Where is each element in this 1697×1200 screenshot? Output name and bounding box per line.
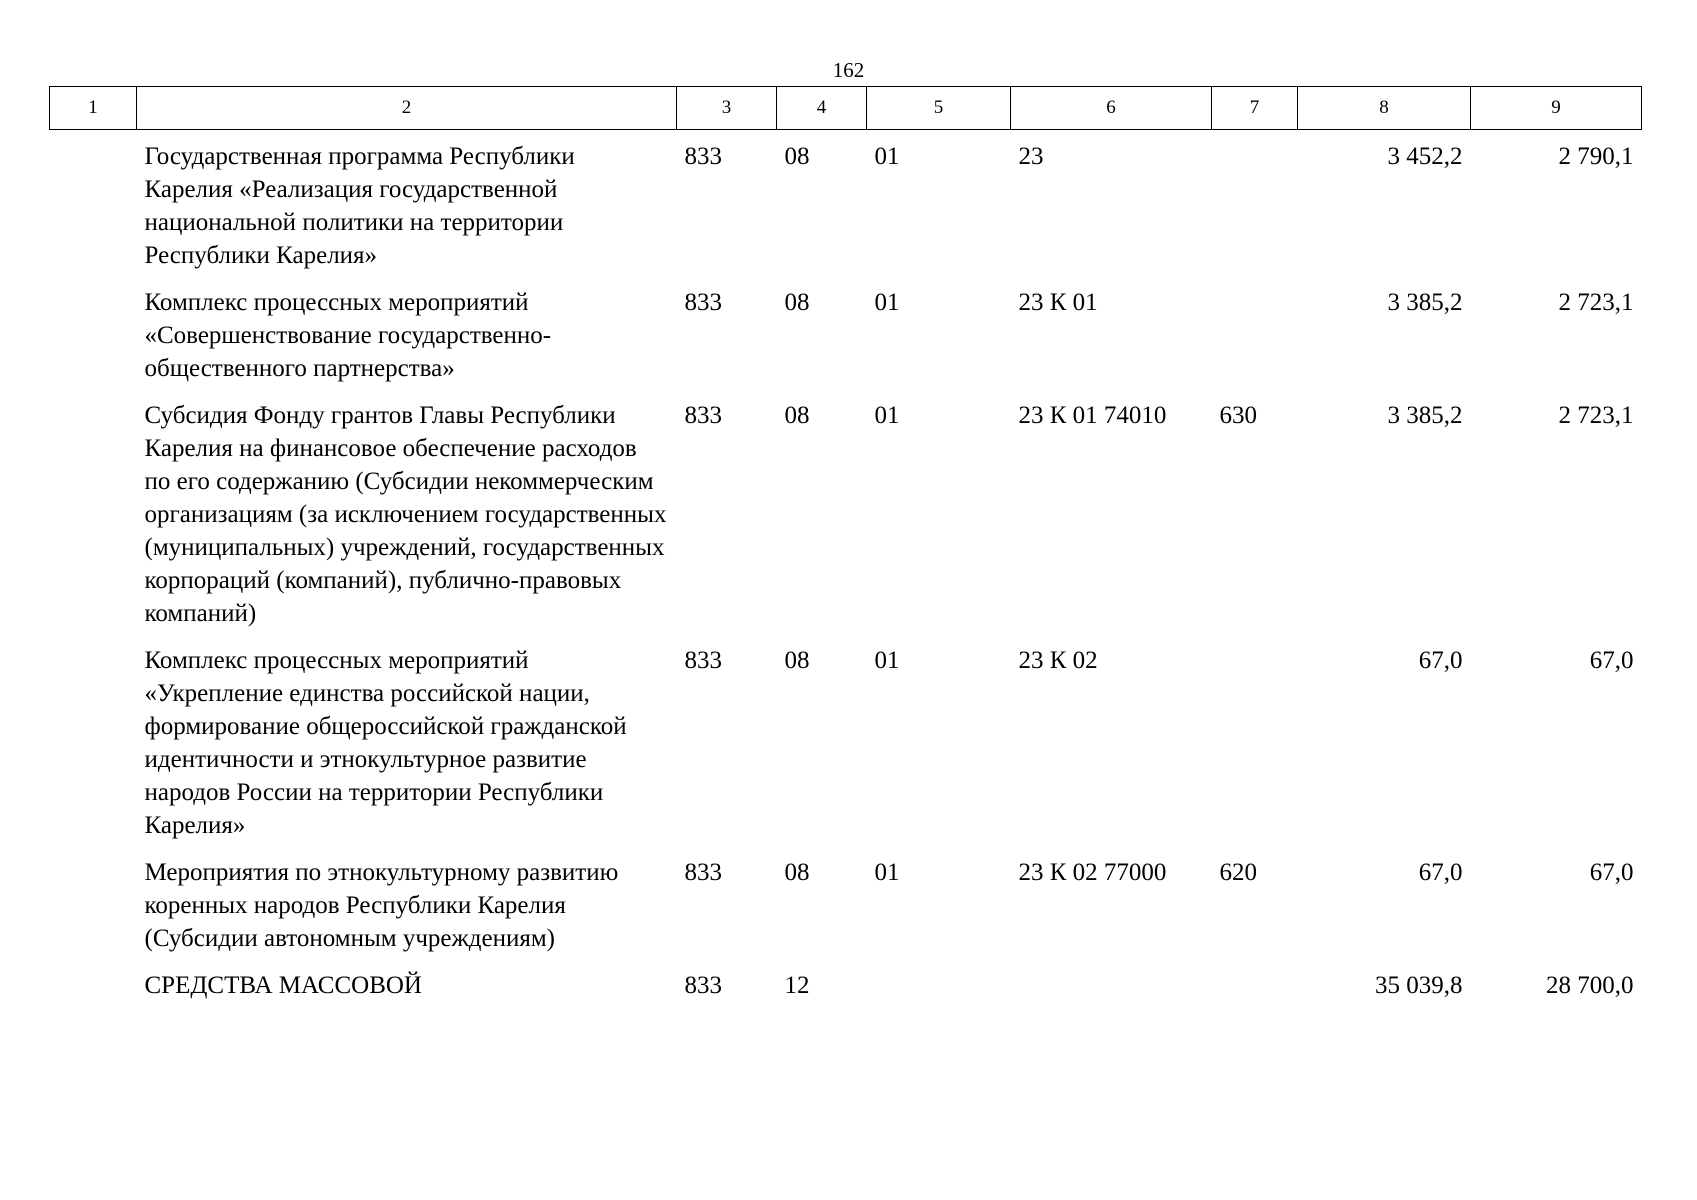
column-header: 5	[867, 87, 1011, 130]
column-header: 4	[777, 87, 867, 130]
expense-type-cell	[1212, 130, 1298, 287]
table-row	[50, 644, 1642, 856]
amount-col8-cell: 3 385,2	[1387, 289, 1463, 316]
expense-type-cell	[1212, 644, 1298, 856]
section-code-cell: 08	[784, 859, 810, 886]
table-row	[50, 969, 1642, 1016]
row-number-cell	[50, 286, 137, 399]
target-article-cell: 23 К 01 74010	[1018, 402, 1167, 429]
row-number-cell	[50, 399, 137, 644]
item-name-cell: Субсидия Фонду грантов Главы Республики Карелия на финансовое обеспечение расходов по его содержанию (Субсидии некоммерческим организациям (за исключением государственных (муниципальных) учреждений, государственных корпораций (компаний), публично-правовых компаний)	[144, 402, 667, 627]
item-name-cell: Комплекс процессных мероприятий «Укрепление единства российской нации, формирование общероссийской гражданской идентичности и этнокультурное развитие народов России на территории Республики Карелия»	[144, 647, 627, 839]
table-row	[50, 286, 1642, 399]
ministry-code-cell: 833	[684, 859, 722, 886]
amount-col8-cell: 67,0	[1418, 647, 1463, 674]
column-header: 7	[1212, 87, 1298, 130]
target-article-cell: 23	[1018, 143, 1044, 170]
expense-type-cell	[1212, 969, 1298, 1016]
budget-table	[49, 86, 1642, 1016]
amount-col9-cell: 67,0	[1589, 859, 1634, 886]
target-article-cell: 23 К 02	[1018, 647, 1098, 674]
page-number: 162	[832, 58, 865, 82]
ministry-code-cell: 833	[684, 647, 722, 674]
table-row	[50, 856, 1642, 969]
item-name-cell: Государственная программа Республики Карелия «Реализация государственной национальной политики на территории Республики Карелия»	[144, 143, 575, 269]
section-code-cell: 08	[784, 647, 810, 674]
expense-type-cell: 630	[1219, 402, 1257, 429]
item-name-cell: Комплекс процессных мероприятий «Совершенствование государственно-общественного партнерства»	[144, 289, 552, 382]
target-article-cell	[1011, 969, 1212, 1016]
amount-col8-cell: 67,0	[1418, 859, 1463, 886]
subsection-code-cell	[867, 969, 1011, 1016]
section-code-cell: 08	[784, 289, 810, 316]
column-header: 1	[50, 87, 137, 130]
amount-col9-cell: 67,0	[1589, 647, 1634, 674]
amount-col8-cell: 35 039,8	[1375, 972, 1463, 999]
column-header: 8	[1298, 87, 1471, 130]
subsection-code-cell: 01	[874, 289, 900, 316]
target-article-cell: 23 К 02 77000	[1018, 859, 1167, 886]
section-code-cell: 08	[784, 143, 810, 170]
subsection-code-cell: 01	[874, 647, 900, 674]
column-header: 3	[677, 87, 777, 130]
table-row	[50, 130, 1642, 287]
amount-col8-cell: 3 385,2	[1387, 402, 1463, 429]
section-code-cell: 08	[784, 402, 810, 429]
amount-col9-cell: 2 723,1	[1558, 402, 1634, 429]
item-name-cell: Мероприятия по этнокультурному развитию коренных народов Республики Карелия (Субсидии автономным учреждениям)	[144, 859, 619, 952]
target-article-cell: 23 К 01	[1018, 289, 1098, 316]
column-number-header	[50, 87, 1642, 130]
row-number-cell	[50, 969, 137, 1016]
ministry-code-cell: 833	[684, 402, 722, 429]
subsection-code-cell: 01	[874, 402, 900, 429]
ministry-code-cell: 833	[684, 143, 722, 170]
ministry-code-cell: 833	[684, 972, 722, 999]
ministry-code-cell: 833	[684, 289, 722, 316]
amount-col9-cell: 28 700,0	[1546, 972, 1634, 999]
subsection-code-cell: 01	[874, 143, 900, 170]
amount-col9-cell: 2 790,1	[1558, 143, 1634, 170]
amount-col8-cell: 3 452,2	[1387, 143, 1463, 170]
row-number-cell	[50, 644, 137, 856]
expense-type-cell: 620	[1219, 859, 1257, 886]
column-header: 6	[1011, 87, 1212, 130]
section-code-cell: 12	[784, 972, 810, 999]
amount-col9-cell: 2 723,1	[1558, 289, 1634, 316]
subsection-code-cell: 01	[874, 859, 900, 886]
row-number-cell	[50, 856, 137, 969]
table-row	[50, 399, 1642, 644]
column-header: 9	[1471, 87, 1642, 130]
item-name-cell: СРЕДСТВА МАССОВОЙ	[144, 972, 422, 999]
expense-type-cell	[1212, 286, 1298, 399]
row-number-cell	[50, 130, 137, 287]
column-header: 2	[137, 87, 677, 130]
